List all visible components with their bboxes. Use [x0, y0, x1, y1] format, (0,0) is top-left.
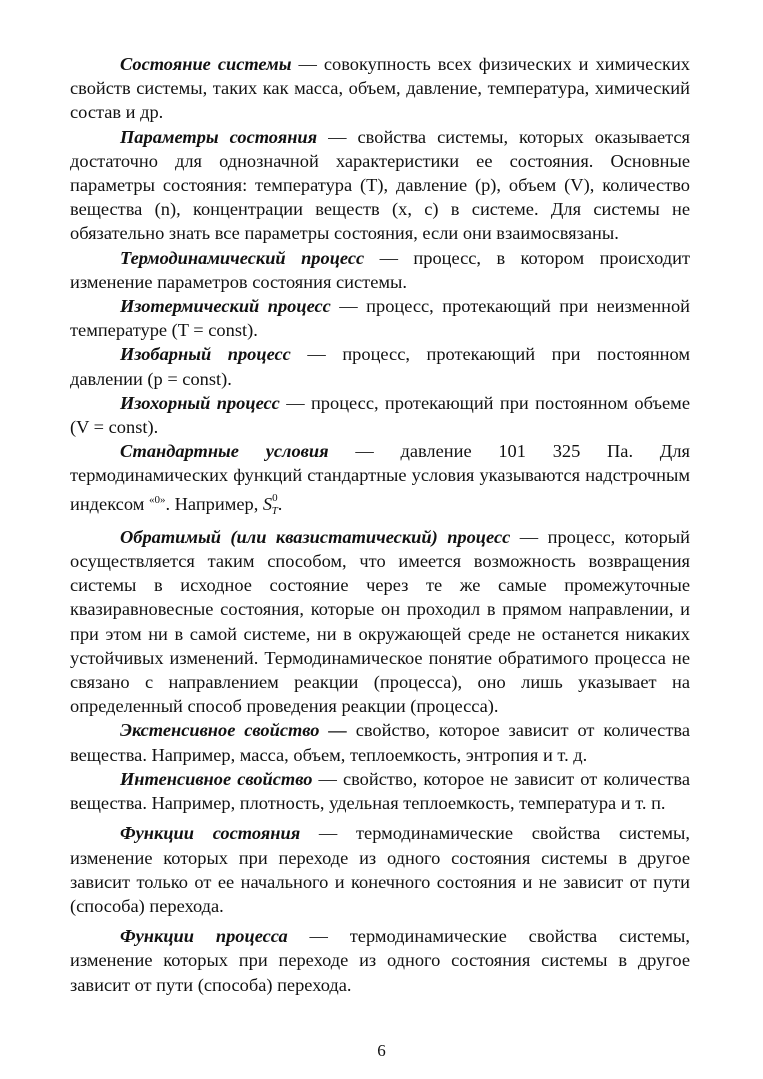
definition-text: — процесс, в котором происходит изменение параметров состояния системы.: [70, 247, 690, 292]
definition-term: Изохорный процесс: [120, 392, 280, 413]
definition-paragraph: [70, 294, 690, 342]
definition-text: — совокупность всех физических и химических свойств системы, таких как масса, объем, давление, температура, химический состав и др.: [70, 54, 690, 123]
definition-term: Функции процесса: [120, 926, 288, 947]
entropy-symbol: [262, 491, 278, 517]
definition-term: Изотермический процесс: [120, 296, 331, 317]
definition-paragraph: [70, 52, 690, 125]
definition-paragraph: [70, 525, 690, 719]
definition-text: . Например,: [165, 493, 263, 514]
definition-text: — давление 101 325 Па. Для термодинамических функций стандартные условия указываются надстрочным индексом: [70, 441, 690, 514]
definition-term: Изобарный процесс: [120, 344, 291, 365]
definition-text: — свойство, которое не зависит от количества вещества. Например, плотность, удельная теплоемкость, температура и т. п.: [70, 768, 690, 814]
definition-term: Стандартные условия: [120, 441, 329, 462]
symbol-superscript: 0: [272, 491, 278, 504]
definition-paragraph: [70, 391, 690, 439]
definition-paragraph: [70, 924, 690, 997]
definition-term: Экстенсивное свойство —: [120, 720, 347, 741]
definition-term: Функции состояния: [120, 823, 301, 844]
symbol-letter: S: [262, 493, 273, 514]
definition-text: свойство, которое зависит от количества вещества. Например, масса, объем, теплоемкость, энтропия и т. д.: [70, 720, 690, 765]
definition-text: — процесс, который осуществляется таким способом, что имеется возможность возвращения системы в исходное состояние через те же самые промежуточные квазиравновесные состояния, которые он проходил в прямом направлении, и при этом ни в самой системе, ни в окружающей среде не останется никаких устойчивых изменений. Термодинамическое понятие обратимого процесса не связано с направлением реакции (процесса), оно лишь указывает на определенный способ проведения реакции (процесса).: [70, 526, 691, 717]
definition-text: — процесс, протекающий при неизменной температуре (T = const).: [70, 296, 691, 341]
symbol-subscript: T: [271, 504, 278, 517]
definition-paragraph: [70, 718, 690, 766]
definition-text: — термодинамические свойства системы, изменение которых при переходе из одного состояния системы в другое зависит только от ее начального и конечного состояния и не зависит от пути (способа) перехода.: [70, 823, 690, 916]
definition-paragraph: [70, 821, 690, 918]
definition-paragraph: [70, 439, 690, 519]
definition-text: — термодинамические свойства системы, изменение которых при переходе из одного состояния системы в другое зависит от пути (способа) перехода.: [70, 926, 691, 995]
definition-term: Обратимый (или квазистатический) процесс: [120, 526, 511, 547]
definition-term: Параметры состояния: [120, 126, 318, 147]
document-page: [70, 52, 690, 997]
definition-text: — процесс, протекающий при постоянном давлении (p = const).: [70, 344, 690, 389]
definition-paragraph: [70, 125, 690, 246]
index-mark: «0»: [148, 493, 166, 506]
page-number: 6: [377, 1041, 386, 1060]
definition-term: Интенсивное свойство: [120, 768, 313, 789]
definition-term: Состояние системы: [120, 54, 292, 74]
definition-paragraph: [70, 767, 690, 815]
definition-term: Термодинамический процесс: [120, 247, 365, 268]
definition-text: — свойства системы, которых оказывается достаточно для однозначной характеристики ее состояния. Основные параметры состояния: температура (T), давление (p), объем (V), количество вещества (n), концентрации веществ (x, c) в системе. Для системы не обязательно знать все параметры состояния, если они взаимосвязаны.: [70, 126, 691, 244]
definition-paragraph: [70, 342, 690, 390]
definition-text: .: [277, 493, 283, 514]
definition-text: — процесс, протекающий при постоянном объеме (V = const).: [70, 392, 690, 438]
definition-paragraph: [70, 246, 690, 294]
